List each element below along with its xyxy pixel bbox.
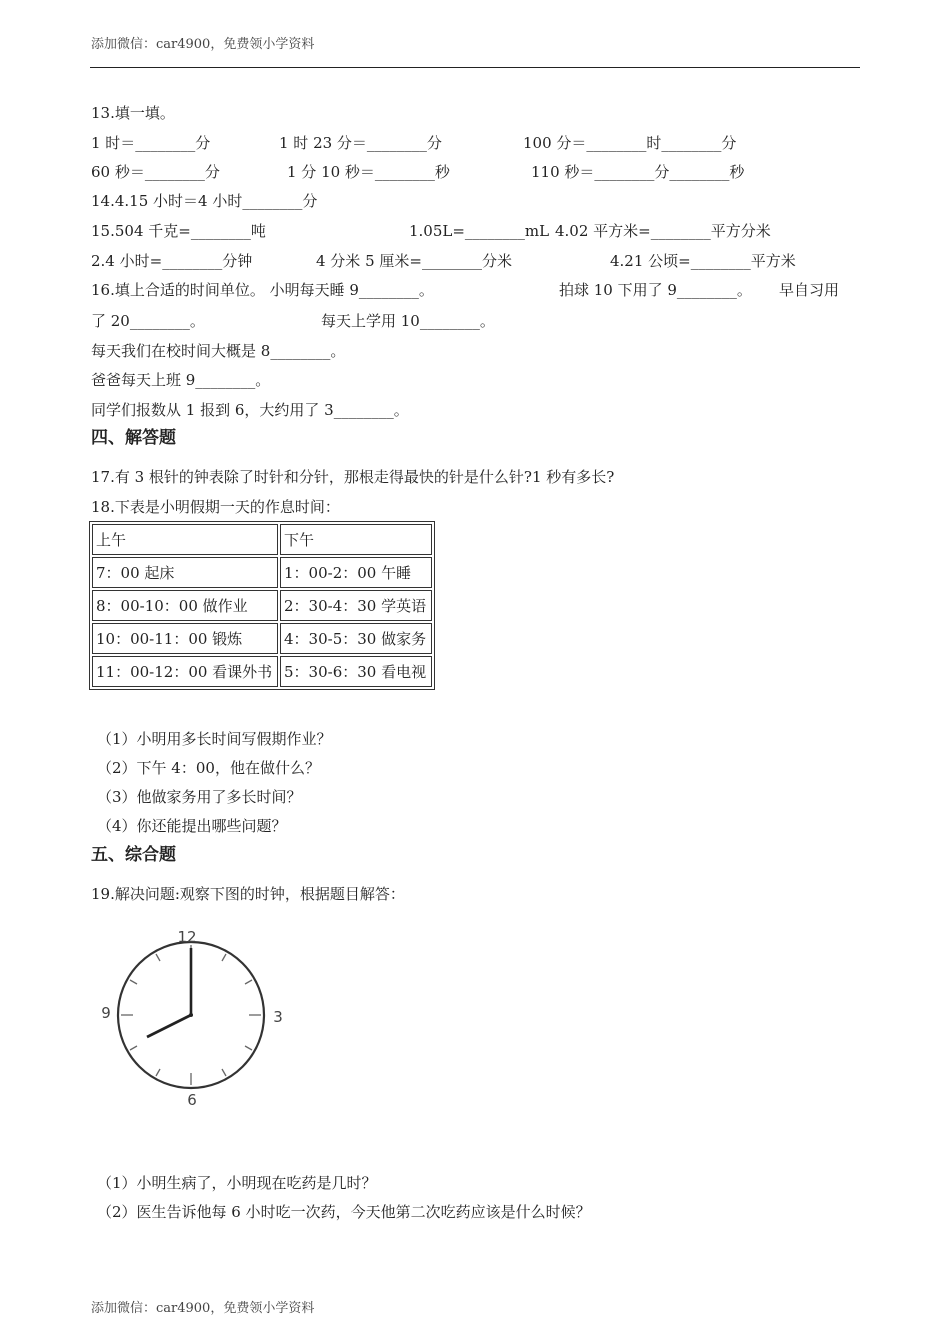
table-cell: 10：00-11：00 锻炼 <box>92 623 278 654</box>
table-cell: 8：00-10：00 做作业 <box>92 590 278 621</box>
q15-item-4: 2.4 小时=________分钟 <box>91 252 253 270</box>
page-header: 添加微信：car4900，免费领小学资料 <box>91 37 315 52</box>
q13-title: 13.填一填。 <box>91 104 175 122</box>
table-cell: 1：00-2：00 午睡 <box>280 557 432 588</box>
q16-item-campus: 每天我们在校时间大概是 8________。 <box>91 342 346 360</box>
clock-center <box>189 1013 193 1017</box>
q15-item-1: 15.504 千克=________吨 <box>91 222 266 240</box>
q18-sub-1: （1）小明用多长时间写假期作业？ <box>97 730 332 748</box>
table-row <box>92 557 432 588</box>
section-4-title: 四、解答题 <box>91 428 176 448</box>
q16-item-study-cont: 了 20________。 <box>91 312 205 330</box>
q19: 19.解决问题:观察下图的时钟，根据题目解答： <box>91 885 405 903</box>
clock-number-9: 9 <box>101 1004 111 1022</box>
q17: 17.有 3 根针的钟表除了时针和分针，那根走得最快的针是什么针?1 秒有多长? <box>91 468 615 486</box>
q13-item-2: 1 时 23 分＝________分 <box>279 134 442 152</box>
header-divider <box>90 67 860 68</box>
q18-sub-4: （4）你还能提出哪些问题？ <box>97 817 287 835</box>
table-cell: 11：00-12：00 看课外书 <box>92 656 278 687</box>
q16-item-ball: 拍球 10 下用了 9________。 <box>559 281 752 299</box>
q13-item-5: 1 分 10 秒＝________秒 <box>287 163 450 181</box>
q16-item-school: 每天上学用 10________。 <box>321 312 495 330</box>
table-row <box>92 623 432 654</box>
table-cell: 7：00 起床 <box>92 557 278 588</box>
q16-intro: 16.填上合适的时间单位。 小明每天睡 9________。 <box>91 281 434 299</box>
table-header-row <box>92 524 432 555</box>
q15-item-3: 4.02 平方米=________平方分米 <box>555 222 771 240</box>
schedule-table <box>89 521 435 690</box>
q16-item-work: 爸爸每天上班 9________。 <box>91 371 271 389</box>
q19-sub-2: （2）医生告诉他每 6 小时吃一次药，今天他第二次吃药应该是什么时候？ <box>97 1203 591 1221</box>
section-5-title: 五、综合题 <box>91 845 176 865</box>
q18-sub-2: （2）下午 4：00，他在做什么？ <box>97 759 320 777</box>
q13-item-6: 110 秒＝________分________秒 <box>531 163 745 181</box>
table-row <box>92 590 432 621</box>
q16-item-study: 早自习用 <box>779 281 840 299</box>
q15-item-6: 4.21 公顷=________平方米 <box>610 252 796 270</box>
clock-number-3: 3 <box>273 1008 283 1026</box>
q15-item-2: 1.05L=________mL <box>409 222 550 240</box>
table-cell: 4：30-5：30 做家务 <box>280 623 432 654</box>
q13-item-3: 100 分＝________时________分 <box>523 134 737 152</box>
q15-item-5: 4 分米 5 厘米=________分米 <box>316 252 512 270</box>
q18-sub-3: （3）他做家务用了多长时间？ <box>97 788 302 806</box>
clock-hour-hand <box>147 1015 191 1037</box>
table-row <box>92 656 432 687</box>
q13-item-1: 1 时＝________分 <box>91 134 211 152</box>
q19-sub-1: （1）小明生病了，小明现在吃药是几时？ <box>97 1174 377 1192</box>
q13-item-4: 60 秒＝________分 <box>91 163 220 181</box>
clock-number-12: 12 <box>177 928 197 946</box>
table-header-cell: 下午 <box>280 524 432 555</box>
clock-figure <box>95 924 295 1114</box>
page-footer: 添加微信：car4900，免费领小学资料 <box>91 1301 315 1316</box>
table-header-cell: 上午 <box>92 524 278 555</box>
q18: 18.下表是小明假期一天的作息时间： <box>91 498 340 516</box>
q16-item-count: 同学们报数从 1 报到 6，大约用了 3________。 <box>91 401 409 419</box>
table-cell: 2：30-4：30 学英语 <box>280 590 432 621</box>
clock-number-6: 6 <box>187 1091 197 1109</box>
q14: 14.4.15 小时＝4 小时________分 <box>91 192 318 210</box>
table-cell: 5：30-6：30 看电视 <box>280 656 432 687</box>
